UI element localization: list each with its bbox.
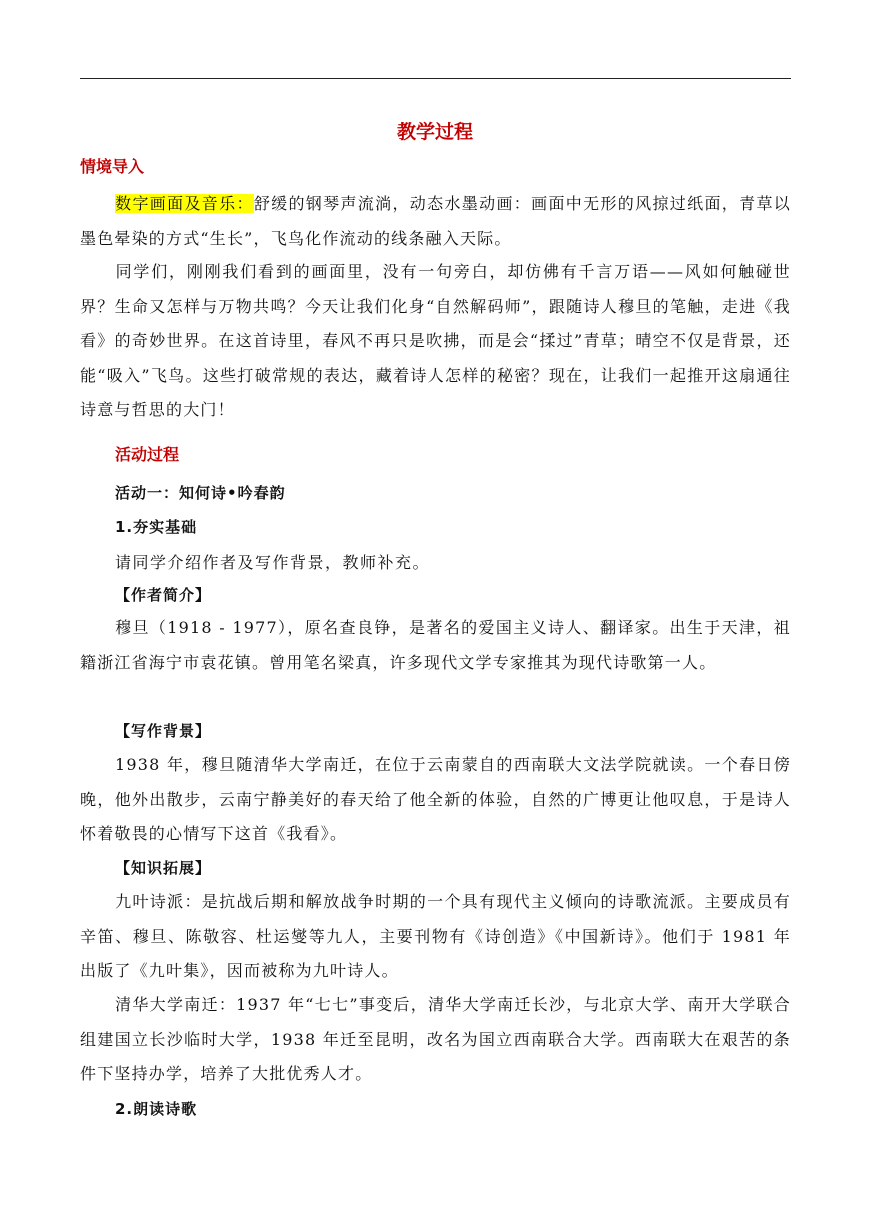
section-intro-heading: 情境导入 bbox=[80, 157, 145, 176]
intro-paragraph-1 bbox=[80, 187, 791, 256]
knowledge-text-2: 清华大学南迁：1937 年“七七”事变后，清华大学南迁长沙，与北京大学、南开大学联合组建国立长沙临时大学，1938 年迁至昆明，改名为国立西南联合大学。西南联大在艰苦的条件下坚持办学，培养了大批优秀人才。 bbox=[80, 995, 791, 1083]
background-heading: 【写作背景】 bbox=[115, 722, 212, 740]
intro-paragraph-2 bbox=[80, 255, 791, 428]
step-2-title: 2.朗读诗歌 bbox=[115, 1100, 198, 1118]
intro-paragraph-2-text: 同学们，刚刚我们看到的画面里，没有一句旁白，却仿佛有千言万语——风如何触碰世界？生命又怎样与万物共鸣？今天让我们化身“自然解码师”，跟随诗人穆旦的笔触，走进《我看》的奇妙世界。在这首诗里，春风不再只是吹拂，而是会“揉过”青草；晴空不仅是背景，还能“吸入”飞鸟。这些打破常规的表达，藏着诗人怎样的秘密？现在，让我们一起推开这扇通往诗意与哲思的大门！ bbox=[80, 262, 791, 419]
author-text: 穆旦（1918 - 1977），原名查良铮，是著名的爱国主义诗人、翻译家。出生于天津，祖籍浙江省海宁市袁花镇。曾用笔名梁真，许多现代文学专家推其为现代诗歌第一人。 bbox=[80, 618, 791, 672]
intro-paragraph-1-text: 舒缓的钢琴声流淌，动态水墨动画：画面中无形的风掠过纸面，青草以墨色晕染的方式“生长”，飞鸟化作流动的线条融入天际。 bbox=[80, 194, 792, 248]
knowledge-paragraph-1 bbox=[80, 885, 791, 989]
page-title: 教学过程 bbox=[396, 121, 473, 143]
author-heading: 【作者简介】 bbox=[115, 586, 212, 604]
header-rule bbox=[80, 78, 791, 79]
intro-highlight: 数字画面及音乐： bbox=[115, 194, 254, 213]
section-process-heading: 活动过程 bbox=[115, 445, 180, 464]
background-text: 1938 年，穆旦随清华大学南迁，在位于云南蒙自的西南联大文法学院就读。一个春日傍晚，他外出散步，云南宁静美好的春天给了他全新的体验，自然的广博更让他叹息，于是诗人怀着敬畏的心情写下这首《我看》。 bbox=[80, 755, 791, 843]
knowledge-heading: 【知识拓展】 bbox=[115, 859, 212, 877]
step-1-text: 请同学介绍作者及写作背景，教师补充。 bbox=[115, 553, 431, 572]
activity-1-title: 活动一：知何诗•吟春韵 bbox=[115, 484, 286, 502]
background-paragraph bbox=[80, 748, 791, 852]
knowledge-paragraph-2 bbox=[80, 988, 791, 1092]
author-paragraph bbox=[80, 611, 791, 680]
knowledge-text-1: 九叶诗派：是抗战后期和解放战争时期的一个具有现代主义倾向的诗歌流派。主要成员有辛笛、穆旦、陈敬容、杜运燮等九人，主要刊物有《诗创造》《中国新诗》。他们于 1981 年出版了《九叶集》，因而被称为九叶诗人。 bbox=[80, 892, 791, 980]
step-1-title: 1.夯实基础 bbox=[115, 518, 198, 536]
